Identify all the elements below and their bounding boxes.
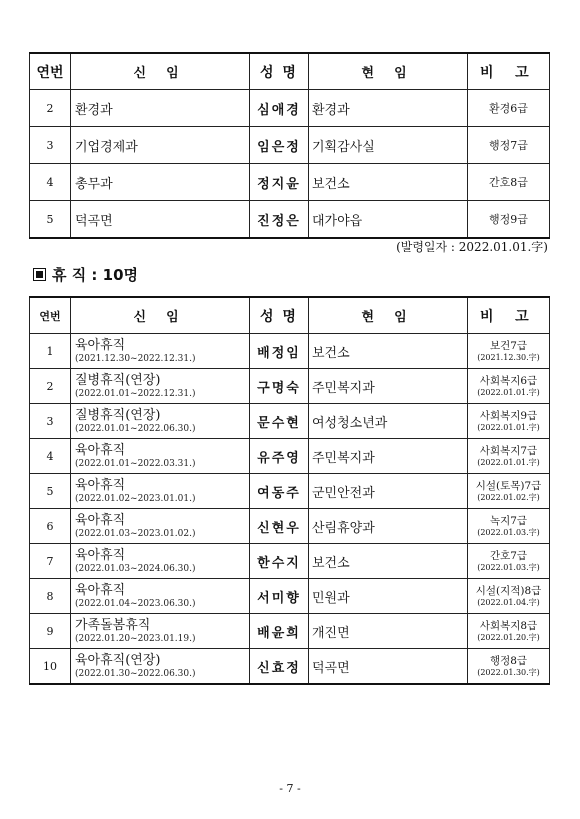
new-assignment: 총무과 (71, 164, 250, 201)
note-cell (468, 369, 550, 404)
leave-type-cell (71, 509, 250, 544)
grade: 간호7급 (489, 549, 528, 562)
grade: 시설(토목)7급 (475, 479, 542, 492)
table-row (30, 201, 550, 239)
grade: 사회복지9급 (479, 409, 538, 422)
row-number: 5 (30, 201, 71, 239)
person-name: 신현우 (250, 509, 309, 544)
header-name: 성 명 (250, 297, 309, 334)
new-assignment: 기업경제과 (71, 127, 250, 164)
grade: 사회복지8급 (479, 619, 538, 632)
grade: 녹지7급 (489, 514, 528, 527)
header-no: 연번 (30, 297, 71, 334)
row-number: 2 (30, 90, 71, 127)
table-header-row (30, 297, 550, 334)
row-number: 6 (30, 509, 71, 544)
leave-type: 육아휴직 (75, 512, 126, 528)
row-number: 10 (30, 649, 71, 685)
effective-date: (2022.01.03.字) (477, 527, 540, 537)
table-row (30, 127, 550, 164)
person-name: 임은정 (250, 127, 309, 164)
row-number: 8 (30, 579, 71, 614)
leave-type-cell (71, 579, 250, 614)
table-row (30, 369, 550, 404)
effective-date: (2022.01.02.字) (477, 492, 540, 502)
header-new: 신 임 (71, 53, 250, 90)
note-cell (468, 579, 550, 614)
person-name: 심애경 (250, 90, 309, 127)
grade: 시설(지적)8급 (475, 584, 542, 597)
person-name: 한수지 (250, 544, 309, 579)
current-assignment: 보건소 (309, 544, 468, 579)
grade: 행정8급 (489, 654, 528, 667)
note-cell (468, 334, 550, 369)
note-cell (468, 614, 550, 649)
effective-date: (2021.12.30.字) (477, 352, 540, 362)
leave-type-cell (71, 404, 250, 439)
leave-type-cell (71, 439, 250, 474)
current-assignment: 개진면 (309, 614, 468, 649)
row-number: 2 (30, 369, 71, 404)
leave-type-cell (71, 474, 250, 509)
header-current: 현 임 (309, 297, 468, 334)
row-number: 4 (30, 439, 71, 474)
leave-type: 육아휴직 (75, 477, 126, 493)
current-assignment: 대가야읍 (309, 201, 468, 239)
leave-type-cell (71, 369, 250, 404)
row-number: 3 (30, 127, 71, 164)
leave-period: (2022.01.30~2022.06.30.) (75, 668, 196, 679)
row-number: 7 (30, 544, 71, 579)
current-assignment: 주민복지과 (309, 439, 468, 474)
table-row (30, 614, 550, 649)
page-number: - 7 - (279, 782, 301, 795)
table-row (30, 90, 550, 127)
note: 간호8급 (468, 164, 550, 201)
leave-type: 질병휴직(연장) (75, 407, 161, 423)
table-row (30, 474, 550, 509)
current-assignment: 기획감사실 (309, 127, 468, 164)
note-cell (468, 439, 550, 474)
effective-date: (2022.01.04.字) (477, 597, 540, 607)
table-row (30, 439, 550, 474)
leave-type-cell (71, 544, 250, 579)
table-header-row (30, 53, 550, 90)
leave-type-cell (71, 334, 250, 369)
leave-type: 가족돌봄휴직 (75, 617, 151, 633)
effective-date: (2022.01.03.字) (477, 562, 540, 572)
note: 행정7급 (468, 127, 550, 164)
appointments-table (29, 52, 550, 239)
leave-period: (2021.12.30~2022.12.31.) (75, 353, 196, 364)
leave-period: (2022.01.01~2022.12.31.) (75, 388, 196, 399)
current-assignment: 군민안전과 (309, 474, 468, 509)
person-name: 여동주 (250, 474, 309, 509)
leave-type: 육아휴직(연장) (75, 652, 161, 668)
person-name: 구명숙 (250, 369, 309, 404)
table-row (30, 544, 550, 579)
current-assignment: 보건소 (309, 334, 468, 369)
current-assignment: 민원과 (309, 579, 468, 614)
row-number: 5 (30, 474, 71, 509)
note-cell (468, 544, 550, 579)
note: 행정9급 (468, 201, 550, 239)
leave-type-cell (71, 614, 250, 649)
note-cell (468, 649, 550, 685)
note-cell (468, 509, 550, 544)
table-row (30, 649, 550, 685)
grade: 사회복지7급 (479, 444, 538, 457)
current-assignment: 여성청소년과 (309, 404, 468, 439)
section-title-text: 휴 직 : 10명 (52, 266, 139, 284)
new-assignment: 환경과 (71, 90, 250, 127)
effective-date: (2022.01.30.字) (477, 667, 540, 677)
person-name: 문수현 (250, 404, 309, 439)
table-row (30, 404, 550, 439)
row-number: 4 (30, 164, 71, 201)
leave-period: (2022.01.01~2022.06.30.) (75, 423, 196, 434)
table-row (30, 509, 550, 544)
person-name: 서미향 (250, 579, 309, 614)
leave-type: 육아휴직 (75, 337, 126, 353)
leave-type: 육아휴직 (75, 582, 126, 598)
effective-date: (2022.01.01.字) (477, 422, 540, 432)
leave-period: (2022.01.03~2024.06.30.) (75, 563, 196, 574)
leave-period: (2022.01.03~2023.01.02.) (75, 528, 196, 539)
person-name: 배윤희 (250, 614, 309, 649)
note-cell (468, 474, 550, 509)
header-no: 연번 (30, 53, 71, 90)
leave-period: (2022.01.02~2023.01.01.) (75, 493, 196, 504)
effective-date: (2022.01.01.字) (477, 457, 540, 467)
leave-table (29, 296, 550, 685)
leave-type: 육아휴직 (75, 547, 126, 563)
issue-date: (발령일자 : 2022.01.01.字) (396, 240, 548, 254)
person-name: 유주영 (250, 439, 309, 474)
note-cell (468, 404, 550, 439)
leave-type-cell (71, 649, 250, 685)
header-current: 현 임 (309, 53, 468, 90)
person-name: 신효정 (250, 649, 309, 685)
current-assignment: 덕곡면 (309, 649, 468, 685)
current-assignment: 보건소 (309, 164, 468, 201)
person-name: 진정은 (250, 201, 309, 239)
leave-period: (2022.01.20~2023.01.19.) (75, 633, 196, 644)
effective-date: (2022.01.20.字) (477, 632, 540, 642)
note: 환경6급 (468, 90, 550, 127)
leave-period: (2022.01.04~2023.06.30.) (75, 598, 196, 609)
effective-date: (2022.01.01.字) (477, 387, 540, 397)
person-name: 배정임 (250, 334, 309, 369)
header-name: 성 명 (250, 53, 309, 90)
row-number: 1 (30, 334, 71, 369)
leave-type: 질병휴직(연장) (75, 372, 161, 388)
row-number: 3 (30, 404, 71, 439)
current-assignment: 주민복지과 (309, 369, 468, 404)
grade: 보건7급 (489, 339, 528, 352)
new-assignment: 덕곡면 (71, 201, 250, 239)
leave-period: (2022.01.01~2022.03.31.) (75, 458, 196, 469)
person-name: 정지윤 (250, 164, 309, 201)
header-note: 비 고 (468, 297, 550, 334)
leave-type: 육아휴직 (75, 442, 126, 458)
current-assignment: 산림휴양과 (309, 509, 468, 544)
header-new: 신 임 (71, 297, 250, 334)
row-number: 9 (30, 614, 71, 649)
grade: 사회복지6급 (479, 374, 538, 387)
section-title (33, 264, 138, 285)
table-row (30, 164, 550, 201)
header-note: 비 고 (468, 53, 550, 90)
square-bullet-icon (33, 268, 46, 281)
table-row (30, 579, 550, 614)
table-row (30, 334, 550, 369)
current-assignment: 환경과 (309, 90, 468, 127)
